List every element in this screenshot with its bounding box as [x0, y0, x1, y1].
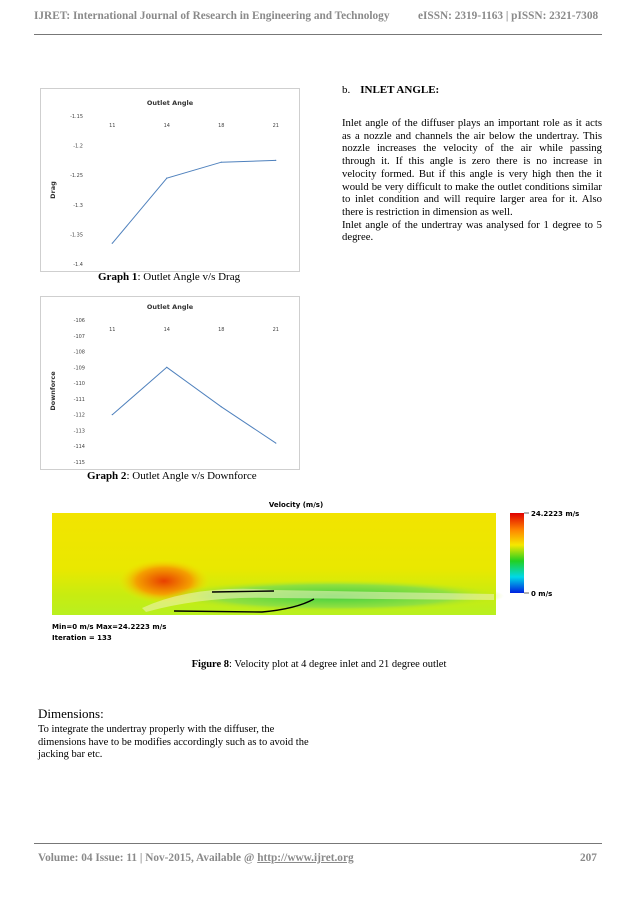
footer-volume-text: Volume: 04 Issue: 11 | Nov-2015, Available @ — [38, 852, 258, 864]
page-number: 207 — [580, 852, 597, 864]
chart2-ytick: -110 — [73, 381, 85, 388]
header-divider — [34, 34, 602, 35]
figure8-caption-text: : Velocity plot at 4 degree inlet and 21 degree outlet — [229, 659, 447, 670]
downforce-chart — [40, 296, 300, 470]
chart1-ytick: -1.3 — [73, 202, 83, 209]
graph2-caption-label: Graph 2 — [87, 470, 127, 482]
chart1-ytick: -1.25 — [70, 173, 83, 180]
downforce-chart-svg — [41, 297, 299, 469]
chart1-point — [275, 160, 276, 161]
drag-chart — [40, 88, 300, 272]
chart1-ytick: -1.35 — [70, 232, 83, 239]
min-max-readout: Min=0 m/s Max=24.2223 m/s — [52, 623, 167, 631]
graph1-caption — [98, 271, 240, 283]
chart2-point — [275, 442, 276, 443]
section-label: b. — [342, 84, 351, 96]
journal-link[interactable]: http://www.ijret.org — [257, 852, 354, 864]
chart1-ytick: -1.4 — [73, 262, 83, 268]
chart1-point — [166, 178, 167, 179]
figure8-caption-label: Figure 8 — [191, 659, 230, 670]
inlet-paragraph-2: Inlet angle of the undertray was analysed for 1 degree to 5 degree. — [342, 218, 602, 244]
drag-chart-svg — [41, 89, 299, 271]
chart1-xtick: 14 — [163, 123, 170, 129]
section-title: INLET ANGLE: — [360, 84, 440, 96]
chart1-title: Outlet Angle — [146, 99, 194, 107]
chart1-xtick: 11 — [109, 123, 116, 129]
section-heading — [342, 84, 439, 96]
chart1-ytick: -1.15 — [70, 114, 83, 120]
graph1-caption-text: : Outlet Angle v/s Drag — [137, 271, 241, 283]
inlet-paragraph-1: Inlet angle of the diffuser plays an important role as it acts as a nozzle and channels the air below the undertray. This nozzle increases the velocity of the air while passing through it. If this angle is zero there is no increase in velocity formed. But if this angle is very high then the it would be very difficult to make the outlet conditions similar to inlet condition and will require larger area for it. Also there is restriction in dimension as well. — [342, 117, 602, 218]
chart2-ytick: -107 — [73, 333, 85, 340]
footer-divider — [34, 843, 602, 844]
iteration-readout: Iteration = 133 — [52, 634, 112, 642]
chart1-series-line — [112, 160, 275, 243]
chart2-series-line — [112, 367, 275, 443]
figure8-caption — [0, 659, 638, 670]
chart2-xtick: 14 — [163, 327, 170, 333]
chart2-point — [166, 367, 167, 368]
velocity-plot-title: Velocity (m/s) — [268, 501, 324, 509]
issn-header: eISSN: 2319-1163 | pISSN: 2321-7308 — [418, 10, 599, 22]
dimensions-paragraph: To integrate the undertray properly with the diffuser, the dimensions have to be modifies accordingly such as to avoid the jacking bar etc. — [38, 724, 309, 761]
chart2-ytick: -113 — [73, 428, 85, 435]
inlet-angle-text — [342, 117, 602, 244]
chart1-point — [112, 243, 113, 244]
chart2-ytick: -115 — [73, 460, 85, 466]
chart2-ytick: -112 — [73, 412, 85, 419]
chart1-ytick: -1.2 — [73, 143, 83, 150]
chart2-point — [112, 414, 113, 415]
graph1-caption-label: Graph 1 — [98, 271, 138, 283]
graph2-caption-text: : Outlet Angle v/s Downforce — [126, 470, 257, 482]
journal-header: IJRET: International Journal of Research in Engineering and Technology — [34, 10, 390, 22]
chart2-point — [221, 406, 222, 407]
chart2-ytick: -108 — [73, 349, 85, 356]
chart2-ytick: -109 — [73, 365, 85, 372]
velocity-plot — [34, 496, 598, 644]
wing-element — [212, 591, 274, 592]
velocity-plot-svg — [34, 496, 598, 644]
chart2-title: Outlet Angle — [146, 303, 194, 311]
scale-min-label: 0 m/s — [531, 590, 553, 598]
velocity-scale — [510, 513, 524, 593]
chart2-ytick: -111 — [73, 396, 85, 403]
scale-max-label: 24.2223 m/s — [531, 510, 580, 518]
chart1-ylabel: Drag — [49, 181, 57, 199]
dimensions-heading: Dimensions: — [38, 706, 104, 721]
chart2-xtick: 11 — [109, 327, 116, 333]
chart2-ylabel: Downforce — [49, 371, 57, 411]
graph2-caption — [87, 470, 257, 482]
chart1-xtick: 18 — [218, 123, 225, 129]
chart1-point — [221, 162, 222, 163]
chart2-ytick: -114 — [73, 444, 85, 451]
footer-volume — [38, 852, 354, 864]
chart1-xtick: 21 — [272, 123, 279, 129]
chart2-xtick: 18 — [218, 327, 225, 333]
chart2-xtick: 21 — [272, 327, 279, 333]
chart2-ytick: -106 — [73, 318, 85, 324]
